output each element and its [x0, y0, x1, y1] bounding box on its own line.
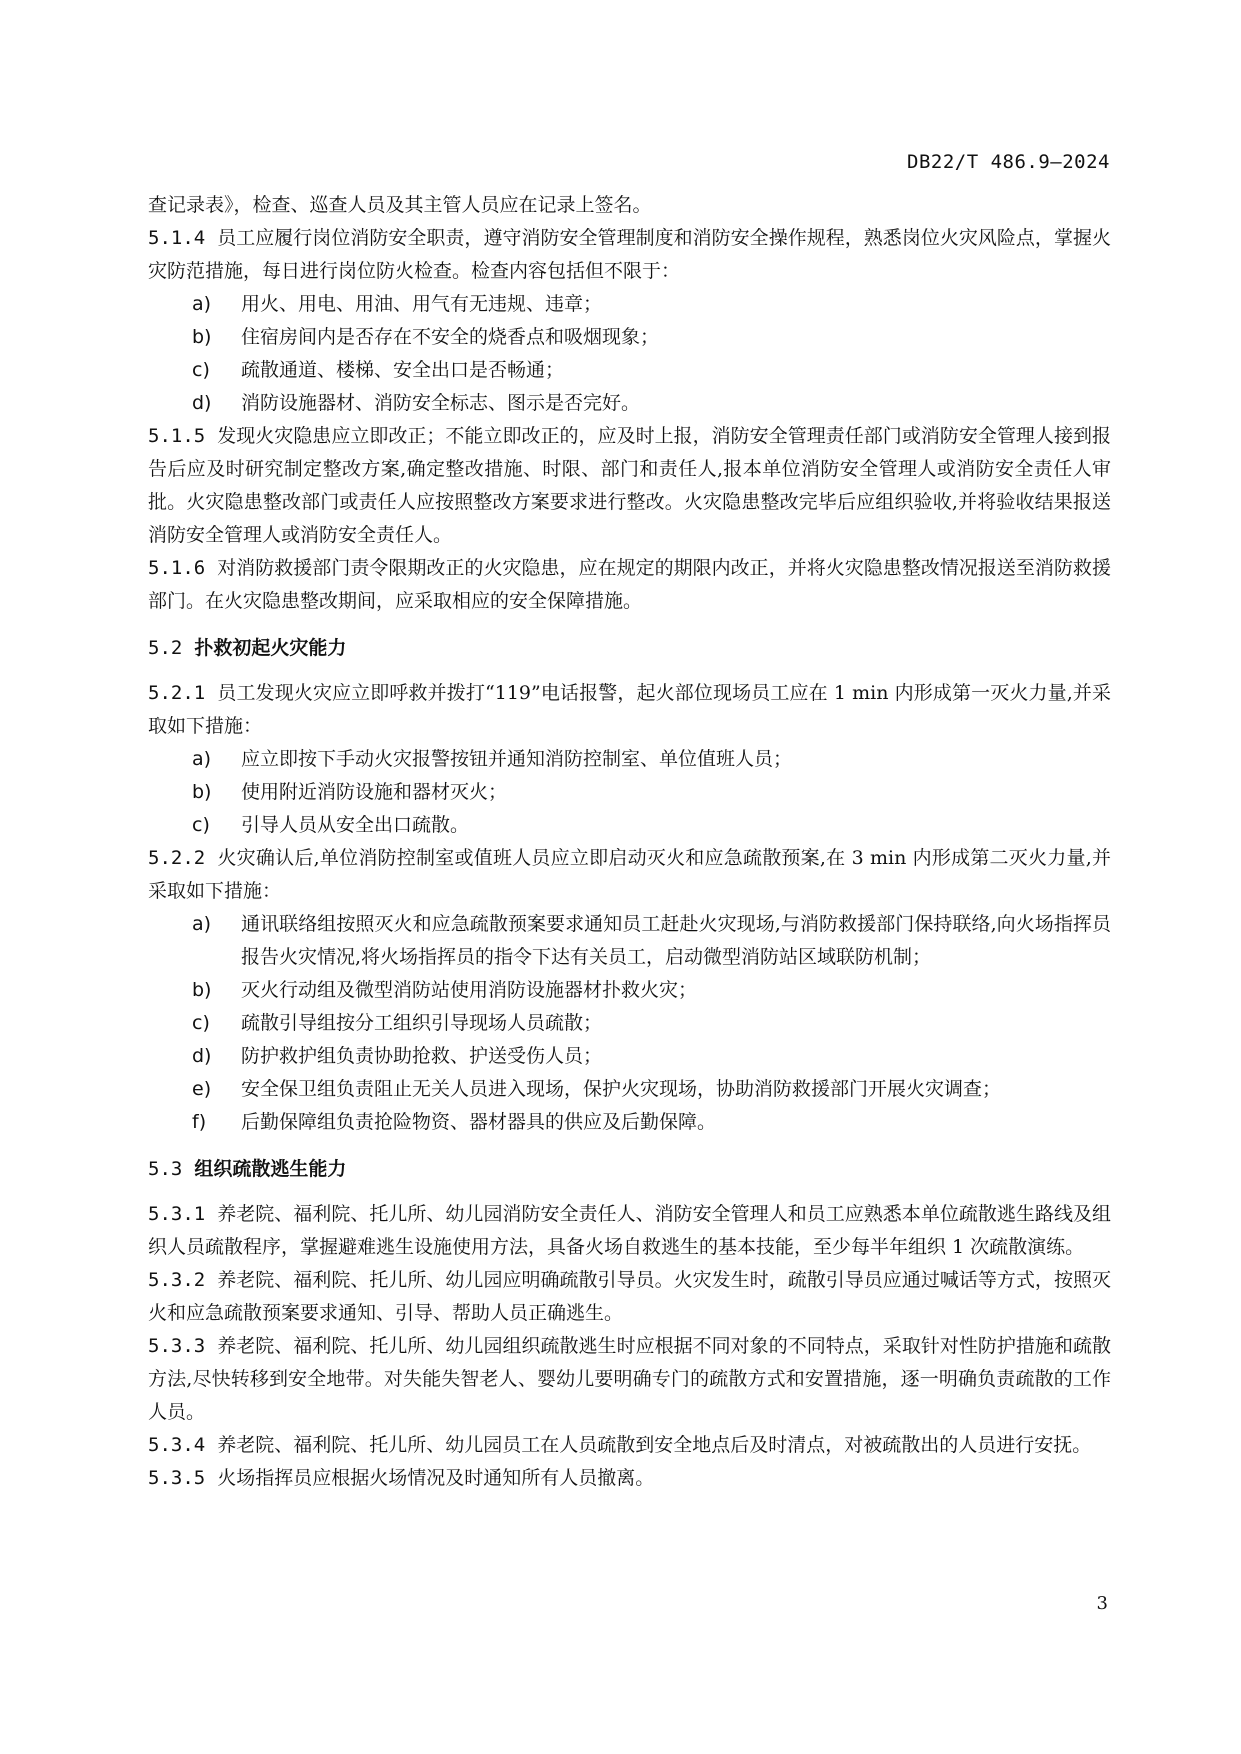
clause-text: 养老院、福利院、托儿所、幼儿园组织疏散逃生时应根据不同对象的不同特点，采取针对性防护措施和疏散方法,尽快转移到安全地带。对失能失智老人、婴幼儿要明确专门的疏散方式和安置措施，逐一明确负责疏散的工作人员。	[148, 1335, 1111, 1423]
clause-5-3-3	[148, 1330, 1111, 1429]
continuation-text: 查记录表》，检查、巡查人员及其主管人员应在记录上签名。	[148, 194, 652, 216]
clause-text: 养老院、福利院、托儿所、幼儿园应明确疏散引导员。火灾发生时，疏散引导员应通过喊话等方式，按照灭火和应急疏散预案要求通知、引导、帮助人员正确逃生。	[148, 1269, 1111, 1324]
clause-5-3-1	[148, 1198, 1111, 1264]
list-item: f) 后勤保障组负责抢险物资、器材器具的供应及后勤保障。	[192, 1111, 717, 1133]
clause-5-1-6	[148, 552, 1111, 618]
list-item: a) 通讯联络组按照灭火和应急疏散预案要求通知员工赶赴火灾现场,与消防救援部门保持联络,向火场指挥员报告火灾情况,将火场指挥员的指令下达有关员工，启动微型消防站区域联防机制；	[192, 913, 1111, 968]
clause-5-3-5	[148, 1462, 1111, 1495]
section-heading-5-2: 5.2 扑救初起火灾能力	[148, 637, 347, 659]
list-item: d) 消防设施器材、消防安全标志、图示是否完好。	[192, 392, 641, 414]
section-heading-5-3: 5.3 组织疏散逃生能力	[148, 1158, 347, 1180]
clause-number: 5.1.4	[148, 227, 206, 249]
clause-5-2-2	[148, 842, 1111, 908]
clause-text: 火灾确认后,单位消防控制室或值班人员应立即启动灭火和应急疏散预案,在 3 min 内形成第二灭火力量,并采取如下措施：	[148, 847, 1111, 902]
clause-text: 对消防救援部门责令限期改正的火灾隐患，应在规定的期限内改正，并将火灾隐患整改情况报送至消防救援部门。在火灾隐患整改期间，应采取相应的安全保障措施。	[148, 557, 1111, 612]
list-item: b) 灭火行动组及微型消防站使用消防设施器材扑救火灾；	[192, 979, 698, 1001]
clause-5-1-5	[148, 420, 1111, 552]
list-item: c) 疏散引导组按分工组织引导现场人员疏散；	[192, 1012, 603, 1034]
list-item: a) 应立即按下手动火灾报警按钮并通知消防控制室、单位值班人员；	[192, 748, 793, 770]
clause-number: 5.3.5	[148, 1467, 206, 1489]
list-item: b) 使用附近消防设施和器材灭火；	[192, 781, 508, 803]
list-item: b) 住宿房间内是否存在不安全的烧香点和吸烟现象；	[192, 326, 660, 348]
clause-text: 员工发现火灾应立即呼救并拨打“119”电话报警，起火部位现场员工应在 1 min 内形成第一灭火力量,并采取如下措施：	[148, 682, 1111, 737]
page-number: 3	[1096, 1593, 1108, 1614]
clause-5-3-2	[148, 1264, 1111, 1330]
list-item: c) 疏散通道、楼梯、安全出口是否畅通；	[192, 359, 565, 381]
clause-text: 发现火灾隐患应立即改正；不能立即改正的，应及时上报，消防安全管理责任部门或消防安全管理人接到报告后应及时研究制定整改方案,确定整改措施、时限、部门和责任人,报本单位消防安全管理人或消防安全责任人审批。火灾隐患整改部门或责任人应按照整改方案要求进行整改。火灾隐患整改完毕后应组织验收,并将验收结果报送消防安全管理人或消防安全责任人。	[148, 425, 1111, 546]
list-item: e) 安全保卫组负责阻止无关人员进入现场，保护火灾现场，协助消防救援部门开展火灾调查；	[192, 1078, 1002, 1100]
clause-number: 5.2.1	[148, 682, 206, 704]
clause-number: 5.2.2	[148, 847, 206, 869]
clause-text: 养老院、福利院、托儿所、幼儿园消防安全责任人、消防安全管理人和员工应熟悉本单位疏散逃生路线及组织人员疏散程序，掌握避难逃生设施使用方法，具备火场自救逃生的基本技能，至少每半年组织 1 次疏散演练。	[148, 1203, 1111, 1258]
clause-5-2-1	[148, 677, 1111, 743]
list-item: c) 引导人员从安全出口疏散。	[192, 814, 470, 836]
list-item: a) 用火、用电、用油、用气有无违规、违章；	[192, 293, 603, 315]
clause-text: 养老院、福利院、托儿所、幼儿园员工在人员疏散到安全地点后及时清点，对被疏散出的人员进行安抚。	[217, 1434, 1092, 1456]
clause-number: 5.1.5	[148, 425, 206, 447]
list-item: d) 防护救护组负责协助抢救、护送受伤人员；	[192, 1045, 603, 1067]
document-body	[148, 189, 1111, 1495]
clause-text: 火场指挥员应根据火场情况及时通知所有人员撤离。	[217, 1467, 655, 1489]
clause-number: 5.3.3	[148, 1335, 206, 1357]
clause-number: 5.3.1	[148, 1203, 206, 1225]
clause-text: 员工应履行岗位消防安全职责，遵守消防安全管理制度和消防安全操作规程，熟悉岗位火灾风险点，掌握火灾防范措施，每日进行岗位防火检查。检查内容包括但不限于：	[148, 227, 1111, 282]
clause-5-1-4	[148, 222, 1111, 288]
clause-5-3-4	[148, 1429, 1111, 1462]
clause-number: 5.3.2	[148, 1269, 206, 1291]
document-code: DB22/T 486.9—2024	[907, 151, 1110, 173]
clause-number: 5.1.6	[148, 557, 206, 579]
clause-number: 5.3.4	[148, 1434, 206, 1456]
